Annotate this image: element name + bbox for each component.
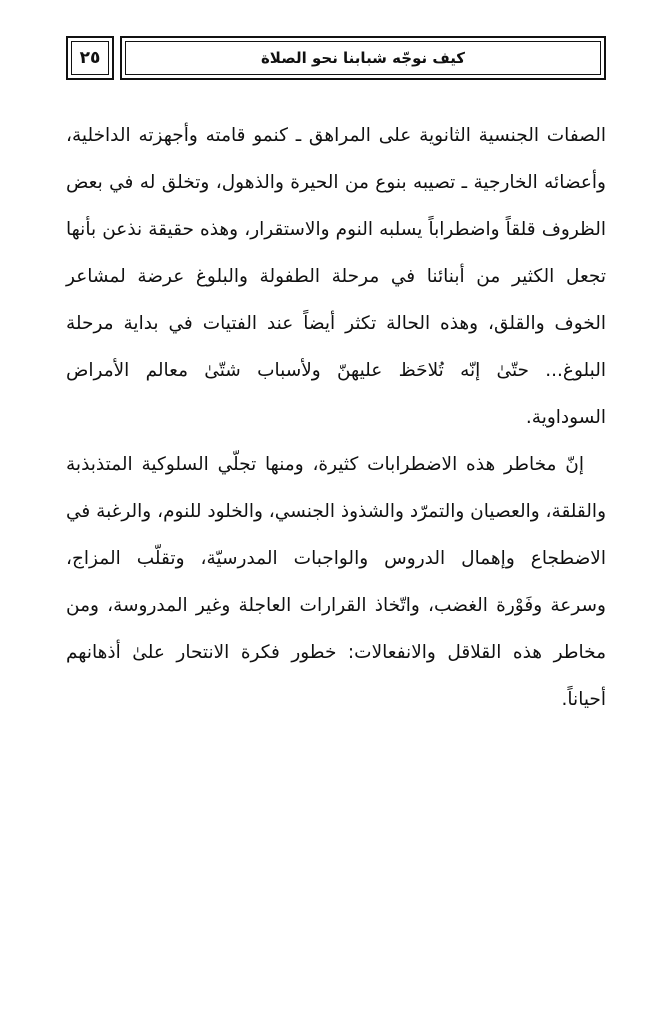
body-text xyxy=(66,112,606,723)
paragraph-1: الصفات الجنسية الثانوية على المراهق ـ كنمو قامته وأجهزته الداخلية، وأعضائه الخارجية ـ تصيبه بنوع من الحيرة والذهول، وتخلق له في بعض الظروف قلقاً واضطراباً يسلبه النوم والاستقرار، وهذه حقيقة نذعن بأنها تجعل الكثير من أبنائنا في مرحلة الطفولة والبلوغ عرضة لمشاعر الخوف والقلق، وهذه الحالة تكثر أيضاً عند الفتيات في بداية مرحلة البلوغ... حتّىٰ إنّه تُلاحَظ عليهنّ ولأسباب شتّىٰ معالم الأمراض السوداوية. xyxy=(66,125,606,428)
running-header xyxy=(66,36,606,86)
paragraph-2: إنّ مخاطر هذه الاضطرابات كثيرة، ومنها تجلّي السلوكية المتذبذبة والقلقة، والعصيان والتمرّد والشذوذ الجنسي، والخلود للنوم، والرغبة في الاضطجاع وإهمال الدروس والواجبات المدرسيّة، وتقلّب المزاج، وسرعة وفَوْرة الغضب، واتّخاذ القرارات العاجلة وغير المدروسة، ومن مخاطر هذه القلاقل والانفعالات: خطور فكرة الانتحار علىٰ أذهانهم أحياناً. xyxy=(66,454,606,710)
page-number: ٢٥ xyxy=(79,48,101,68)
page-number-box xyxy=(66,36,114,80)
running-title-box xyxy=(120,36,606,80)
running-title: كيف نوجّه شبابنا نحو الصلاة xyxy=(260,49,466,67)
